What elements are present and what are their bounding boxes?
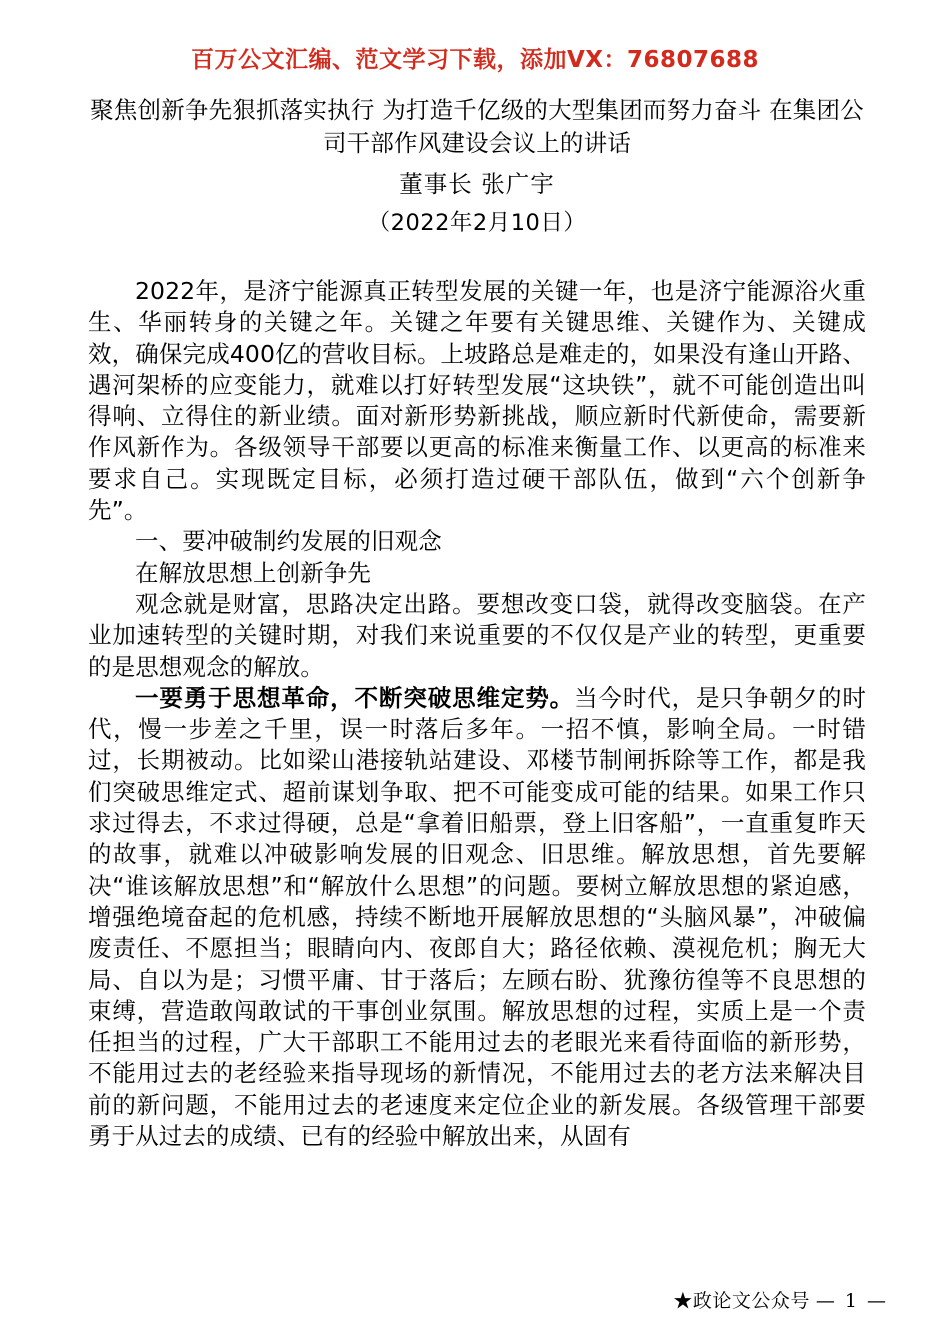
body-paragraph: 2022年，是济宁能源真正转型发展的关键一年，也是济宁能源浴火重生、华丽转身的关键之年。关键之年要有关键思维、关键作为、关键成效，确保完成400亿的营收目标。上坡路总是难走的，如果没有逢山开路、遇河架桥的应变能力，就难以打好转型发展“这块铁”，就不可能创造出叫得响、立得住的新业绩。面对新形势新挑战，顺应新时代新使命，需要新作风新作为。各级领导干部要以更高的标准来衡量工作、以更高的标准来要求自己。实现既定目标，必须打造过硬干部队伍，做到“六个创新争先”。 [88,277,866,525]
body-paragraph: 观念就是财富，思路决定出路。要想改变口袋，就得改变脑袋。在产业加速转型的关键时期，对我们来说重要的不仅仅是产业的转型，更重要的是思想观念的解放。 [88,589,866,681]
paragraph-remainder: 当今时代，是只争朝夕的时代，慢一步差之千里，误一时落后多年。一招不慎，影响全局。一时错过，长期被动。比如梁山港接轨站建设、邓楼节制闸拆除等工作，都是我们突破思维定式、超前谋划争取、把不可能变成可能的结果。如果工作只求过得去，不求过得硬，总是“拿着旧船票，登上旧客船”，一直重复昨天的故事，就难以冲破影响发展的旧观念、旧思维。解放思想，首先要解决“谁该解放思想”和“解放什么思想”的问题。要树立解放思想的紧迫感，增强绝境奋起的危机感，持续不断地开展解放思想的“头脑风暴”，冲破偏废责任、不愿担当；眼睛向内、夜郎自大；路径依赖、漠视危机；胸无大局、自以为是；习惯平庸、甘于落后；左顾右盼、犹豫彷徨等不良思想的束缚，营造敢闯敢试的干事创业氛围。解放思想的过程，实质上是一个责任担当的过程，广大干部职工不能用过去的老眼光来看待面临的新形势，不能用过去的老经验来指导现场的新情况，不能用过去的老方法来解决目前的新问题，不能用过去的老速度来定位企业的新发展。各级管理干部要勇于从过去的成绩、已有的经验中解放出来，从固有 [88,683,866,1151]
footer-page-number: — 1 — [815,1290,888,1312]
document-body [88,276,866,1152]
promo-banner-text: 百万公文汇编、范文学习下载，添加VX：76807688 [190,47,760,73]
section-subheading-1: 在解放思想上创新争先 [135,558,371,587]
footer-brand: ★政论文公众号 [673,1290,810,1312]
paragraph-lead-emphasis: 一要勇于思想革命，不断突破思维定势。 [135,683,575,712]
document-byline: 董事长 张广宇 [399,170,555,198]
body-paragraph [88,683,866,1152]
document-date: （2022年2月10日） [367,210,587,236]
document-title: 聚焦创新争先狠抓落实执行 为打造千亿级的大型集团而努力奋斗 在集团公司干部作风建设会议上的讲话 [90,96,864,157]
document-content [88,94,866,1152]
page-footer [0,1286,950,1313]
section-heading-1: 一、要冲破制约发展的旧观念 [135,527,442,556]
